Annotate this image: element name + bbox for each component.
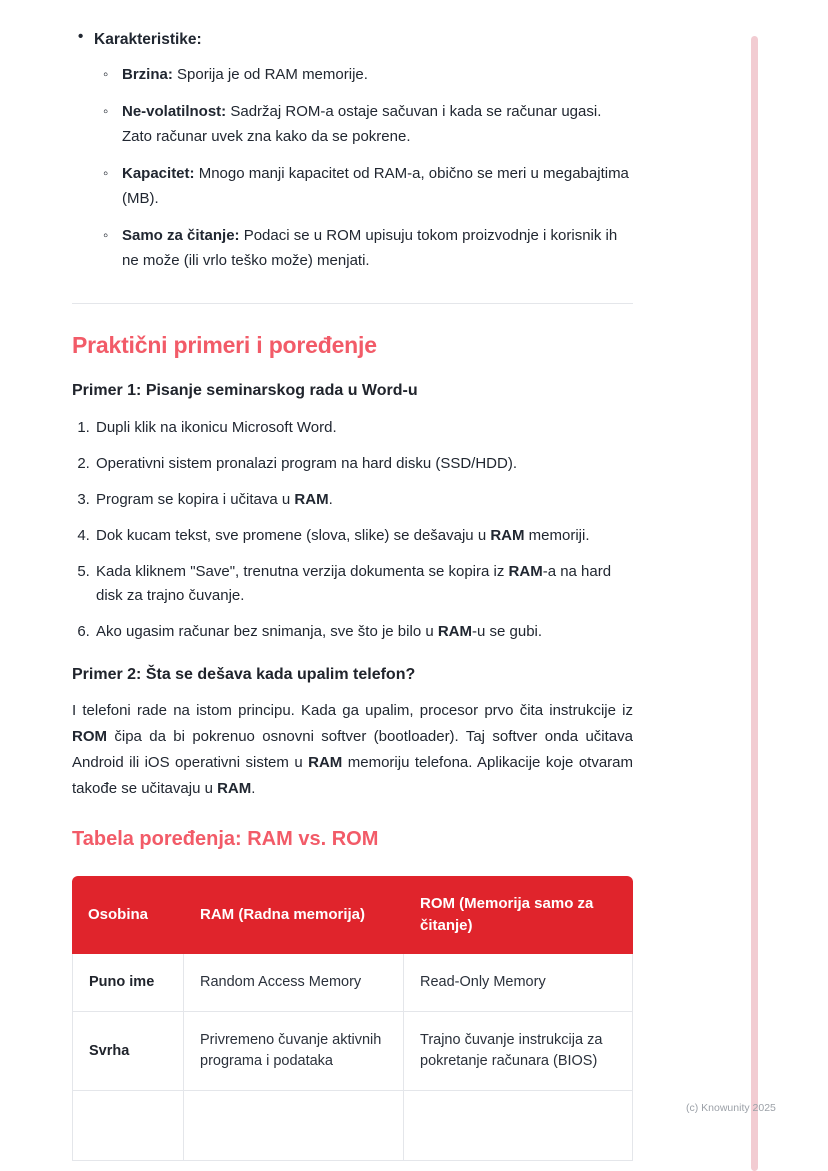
watermark: (c) Knowunity 2025 xyxy=(686,1102,776,1114)
table-row-label: Svrha xyxy=(72,1012,184,1091)
table-header-cell: Osobina xyxy=(72,876,184,954)
comparison-table xyxy=(72,876,633,1161)
characteristics-list xyxy=(72,28,633,273)
table-row-label: Puno ime xyxy=(72,954,184,1012)
table-cell xyxy=(404,1091,633,1161)
characteristic-label: Brzina: xyxy=(122,66,173,83)
characteristics-sublist xyxy=(94,62,633,273)
characteristics-title: Karakteristike: xyxy=(94,31,202,48)
table-header-cell: ROM (Memorija samo za čitanje) xyxy=(404,876,633,954)
characteristic-item xyxy=(94,99,633,149)
step-item: 1. Dupli klik na ikonicu Microsoft Word. xyxy=(94,416,633,440)
characteristic-item xyxy=(94,62,633,87)
table-cell: Trajno čuvanje instrukcija za pokretanje računara (BIOS) xyxy=(404,1012,633,1091)
characteristic-item xyxy=(94,223,633,273)
table-row xyxy=(72,1012,633,1091)
characteristic-text: Podaci se u ROM upisuju tokom proizvodnje i korisnik ih ne može (ili vrlo teško može) menjati. xyxy=(122,227,618,269)
table-row-label xyxy=(72,1091,184,1161)
word-steps-list xyxy=(72,416,633,644)
example2-heading: Primer 2: Šta se dešava kada upalim telefon? xyxy=(72,666,416,683)
table-cell: Privremeno čuvanje aktivnih programa i podataka xyxy=(184,1012,404,1091)
characteristic-item xyxy=(94,161,633,211)
table-header-row xyxy=(72,876,633,954)
step-item: 5. Kada kliknem "Save", trenutna verzija dokumenta se kopira iz RAM-a na hard disk za trajno čuvanje. xyxy=(94,560,633,608)
table-header-cell: RAM (Radna memorija) xyxy=(184,876,404,954)
document-content xyxy=(72,0,633,1161)
comparison-table-heading: Tabela poređenja: RAM vs. ROM xyxy=(72,828,379,850)
table-cell: Read-Only Memory xyxy=(404,954,633,1012)
step-item: 3. Program se kopira i učitava u RAM. xyxy=(94,488,633,512)
table-row xyxy=(72,954,633,1012)
characteristic-text: Mnogo manji kapacitet od RAM-a, obično se meri u megabajtima (MB). xyxy=(122,165,629,207)
table-row-partial xyxy=(72,1091,633,1161)
characteristic-text: Sporija je od RAM memorije. xyxy=(172,66,368,83)
section-divider xyxy=(72,303,633,304)
step-item: 4. Dok kucam tekst, sve promene (slova, slike) se dešavaju u RAM memoriji. xyxy=(94,524,633,548)
example1-heading: Primer 1: Pisanje seminarskog rada u Word-u xyxy=(72,382,418,399)
table-cell: Random Access Memory xyxy=(184,954,404,1012)
characteristic-text: Sadržaj ROM-a ostaje sačuvan i kada se računar ugasi. Zato računar uvek zna kako da se pokrene. xyxy=(122,103,602,145)
phone-paragraph: I telefoni rade na istom principu. Kada ga upalim, procesor prvo čita instrukcije iz ROM čipa da bi pokrenuo osnovni softver (bootloader). Taj softver onda učitava Android ili iOS operativni sistem u RAM memoriju telefona. Aplikacije koje otvaram takođe se učitavaju u RAM. xyxy=(72,702,633,797)
step-item: 6. Ako ugasim računar bez snimanja, sve što je bilo u RAM-u se gubi. xyxy=(94,620,633,644)
characteristic-label: Samo za čitanje: xyxy=(122,227,240,244)
section-heading: Praktični primeri i poređenje xyxy=(72,332,377,358)
table-cell xyxy=(184,1091,404,1161)
characteristics-root-item xyxy=(72,28,633,273)
characteristic-label: Ne-volatilnost: xyxy=(122,103,227,120)
scrollbar-thumb[interactable] xyxy=(751,36,758,1171)
step-item: 2. Operativni sistem pronalazi program na hard disku (SSD/HDD). xyxy=(94,452,633,476)
characteristic-label: Kapacitet: xyxy=(122,165,195,182)
